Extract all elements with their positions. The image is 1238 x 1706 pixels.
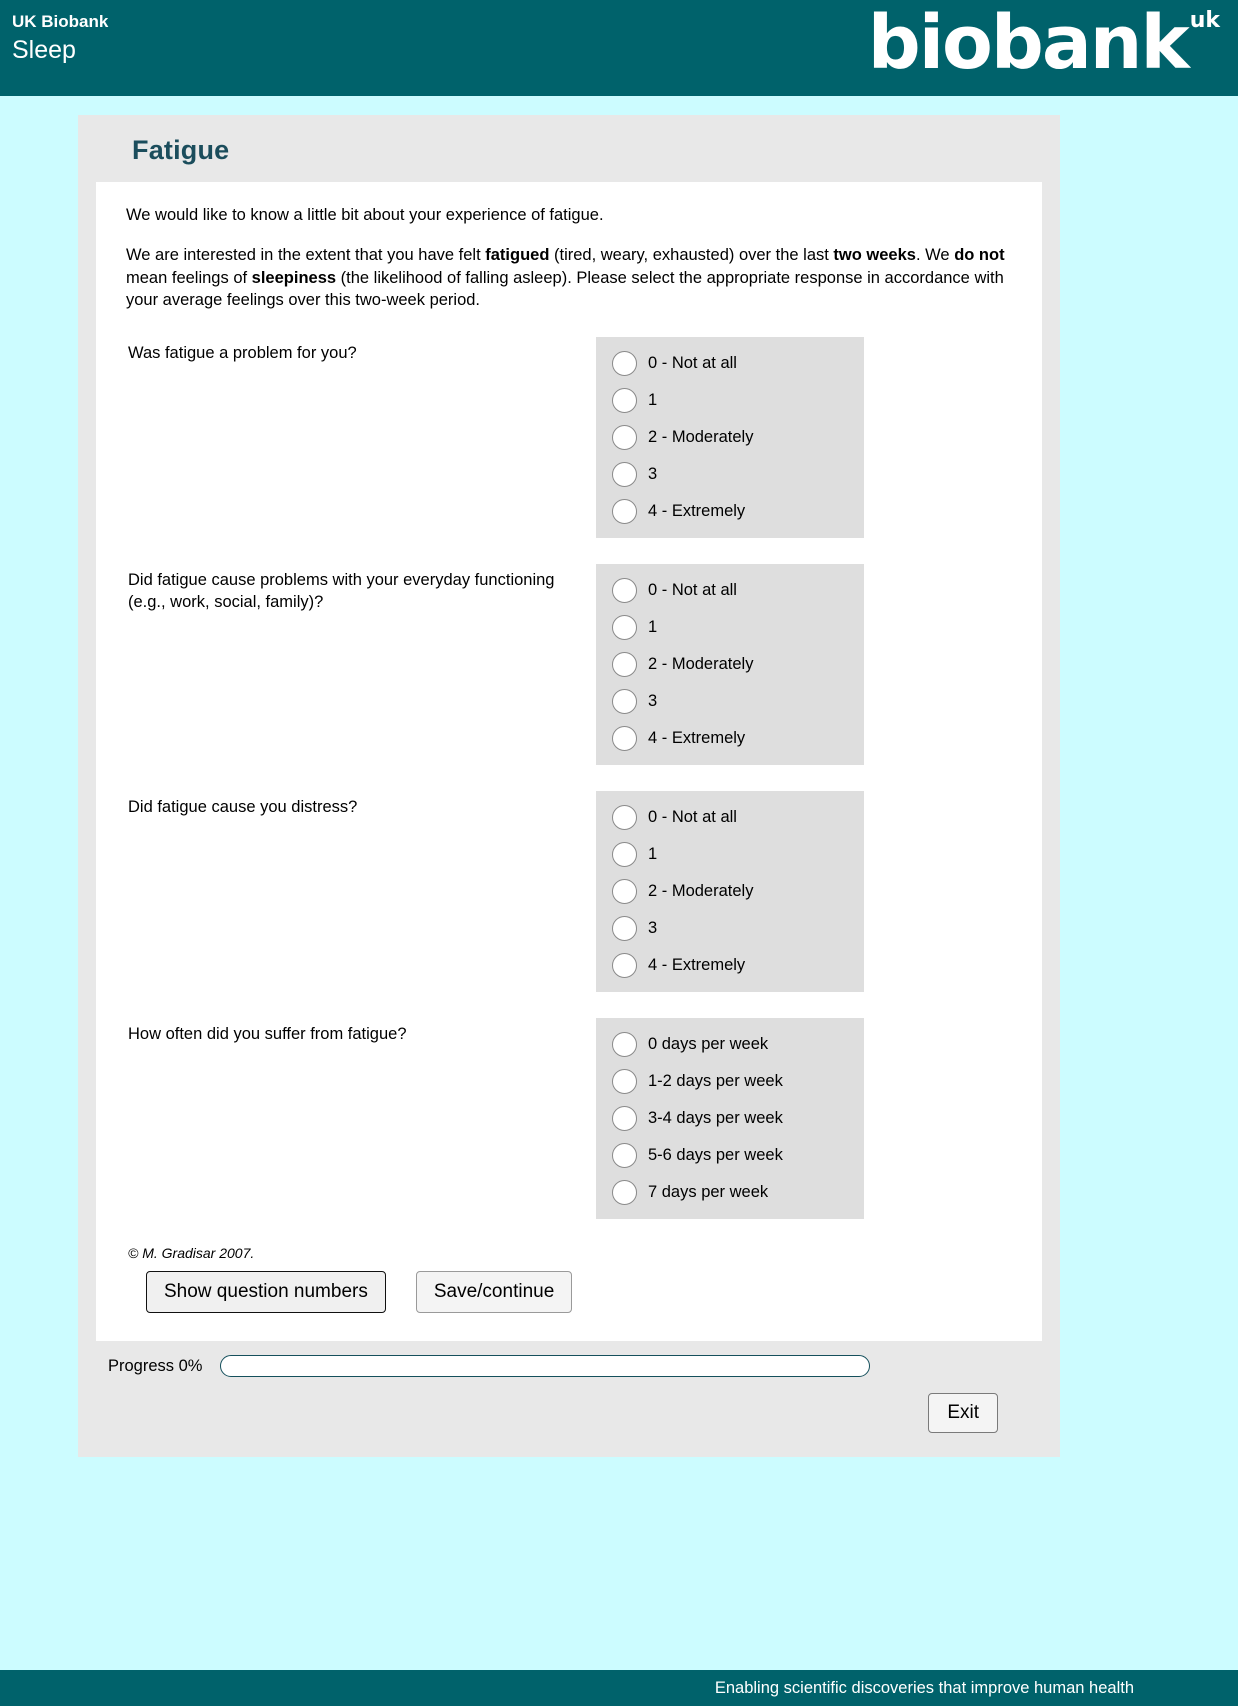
answer-group-4 [596,1018,864,1219]
radio-icon[interactable] [612,425,637,450]
save-continue-button[interactable]: Save/continue [416,1271,572,1313]
questionnaire-section-name: Sleep [12,35,76,64]
radio-icon[interactable] [612,499,637,524]
intro2-part-a: We are interested in the extent that you have felt [126,246,486,265]
intro2-part-i: (the likelihood of falling asleep). Please select the appropriate response in accordance with your average feelings over this two-week period. [126,268,1004,309]
logo-uk-superscript: uk [1189,8,1220,33]
intro-paragraph-1: We would like to know a little bit about your experience of fatigue. [126,206,604,224]
option-1-2[interactable] [612,425,848,450]
option-4-1[interactable] [612,1069,848,1094]
radio-icon[interactable] [612,879,637,904]
exit-row [78,1377,1060,1457]
exit-button[interactable]: Exit [928,1393,998,1433]
option-label: 5-6 days per week [648,1146,783,1165]
logo-wordmark: biobank [867,0,1188,86]
biobank-logo [867,0,1238,86]
radio-icon[interactable] [612,462,637,487]
option-label: 1-2 days per week [648,1072,783,1091]
question-row-4 [126,1018,1012,1219]
progress-row [78,1341,1060,1377]
radio-icon[interactable] [612,842,637,867]
answer-group-2 [596,564,864,765]
question-row-3 [126,791,1012,992]
option-label: 4 - Extremely [648,956,746,975]
page-title: Fatigue [132,135,230,165]
questionnaire-card [78,115,1060,1457]
question-text-1: Was fatigue a problem for you? [128,344,357,363]
intro2-bold-fatigued: fatigued [485,246,550,265]
option-2-3[interactable] [612,689,848,714]
intro2-bold-two-weeks: two weeks [833,246,916,265]
question-text-3: Did fatigue cause you distress? [128,798,358,817]
option-label: 3 [648,465,658,484]
question-row-2 [126,564,1012,765]
option-4-0[interactable] [612,1032,848,1057]
option-3-4[interactable] [612,953,848,978]
intro2-part-g: mean feelings of [126,268,252,287]
option-2-0[interactable] [612,578,848,603]
option-2-1[interactable] [612,615,848,640]
intro2-bold-sleepiness: sleepiness [251,268,337,287]
intro2-part-e: . We [915,246,955,265]
option-2-2[interactable] [612,652,848,677]
option-3-0[interactable] [612,805,848,830]
option-4-4[interactable] [612,1180,848,1205]
radio-icon[interactable] [612,388,637,413]
progress-label: Progress 0% [108,1356,203,1375]
option-1-3[interactable] [612,462,848,487]
show-question-numbers-button[interactable]: Show question numbers [146,1271,386,1313]
option-label: 3 [648,692,658,711]
option-4-3[interactable] [612,1143,848,1168]
brand-name: UK Biobank [12,12,109,31]
question-text-2: Did fatigue cause problems with your everyday functioning (e.g., work, social, family)? [128,571,555,611]
radio-icon[interactable] [612,1180,637,1205]
option-label: 0 - Not at all [648,354,737,373]
option-label: 0 - Not at all [648,808,737,827]
option-1-1[interactable] [612,388,848,413]
option-label: 1 [648,845,658,864]
radio-icon[interactable] [612,726,637,751]
radio-icon[interactable] [612,1032,637,1057]
radio-icon[interactable] [612,1143,637,1168]
option-3-3[interactable] [612,916,848,941]
option-label: 4 - Extremely [648,502,746,521]
intro-paragraph-2 [126,244,1012,311]
radio-icon[interactable] [612,1106,637,1131]
question-text-4: How often did you suffer from fatigue? [128,1025,407,1044]
radio-icon[interactable] [612,1069,637,1094]
option-1-0[interactable] [612,351,848,376]
option-label: 2 - Moderately [648,882,754,901]
option-3-1[interactable] [612,842,848,867]
radio-icon[interactable] [612,652,637,677]
page-header [0,0,1238,96]
option-1-4[interactable] [612,499,848,524]
option-label: 2 - Moderately [648,428,754,447]
option-label: 1 [648,618,658,637]
question-row-1 [126,337,1012,538]
option-label: 0 - Not at all [648,581,737,600]
intro2-bold-do-not: do not [954,246,1005,265]
page-footer [0,1670,1238,1706]
option-label: 0 days per week [648,1035,769,1054]
answer-group-3 [596,791,864,992]
option-label: 3 [648,919,658,938]
radio-icon[interactable] [612,615,637,640]
option-label: 4 - Extremely [648,729,746,748]
option-label: 3-4 days per week [648,1109,783,1128]
option-2-4[interactable] [612,726,848,751]
footer-tagline: Enabling scientific discoveries that improve human health [714,1678,1134,1697]
questionnaire-panel [96,182,1042,1341]
option-label: 1 [648,391,658,410]
option-label: 7 days per week [648,1183,769,1202]
header-titles [0,0,108,64]
radio-icon[interactable] [612,805,637,830]
radio-icon[interactable] [612,953,637,978]
radio-icon[interactable] [612,578,637,603]
copyright-note: © M. Gradisar 2007. [128,1245,255,1262]
option-label: 2 - Moderately [648,655,754,674]
radio-icon[interactable] [612,689,637,714]
radio-icon[interactable] [612,916,637,941]
option-4-2[interactable] [612,1106,848,1131]
intro2-part-c: (tired, weary, exhausted) over the last [549,246,834,265]
radio-icon[interactable] [612,351,637,376]
option-3-2[interactable] [612,879,848,904]
answer-group-1 [596,337,864,538]
progress-bar [220,1355,870,1377]
form-actions [126,1271,1012,1313]
